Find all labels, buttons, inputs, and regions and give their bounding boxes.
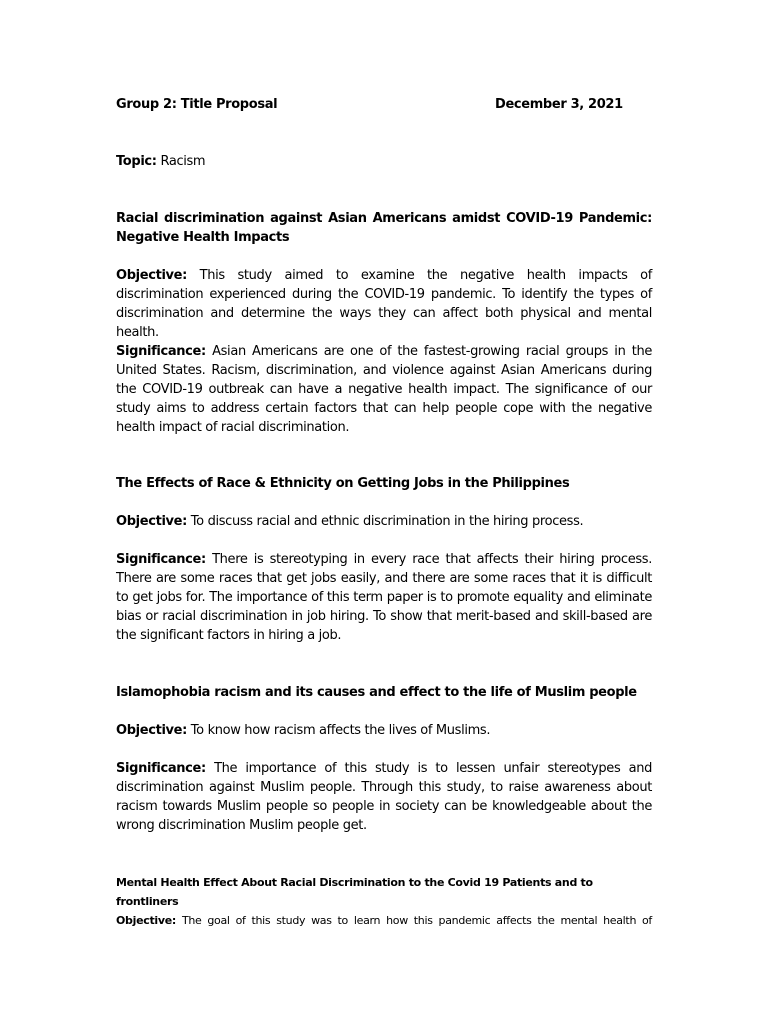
section-title: Mental Health Effect About Racial Discrimination to the Covid 19 Patients and to frontliners bbox=[116, 876, 593, 908]
objective-text: To know how racism affects the lives of Muslims. bbox=[190, 723, 491, 738]
objective-paragraph bbox=[116, 266, 652, 342]
objective-text: To discuss racial and ethnic discrimination in the hiring process. bbox=[190, 514, 584, 529]
proposal-date: December 3, 2021 bbox=[495, 97, 623, 112]
objective-label: Objective: bbox=[116, 914, 177, 927]
objective-label: Objective: bbox=[116, 268, 187, 283]
topic-value: Racism bbox=[160, 154, 206, 169]
objective-label: Objective: bbox=[116, 723, 187, 738]
objective-paragraph bbox=[116, 721, 652, 740]
significance-text: There is stereotyping in every race that affects their hiring process. There are some races that get jobs easily, and there are some races that it is difficult to get jobs for. The importance of this term paper is to promote equality and eliminate bias or racial discrimination in job hiring. To show that merit-based and skill-based are the significant factors in hiring a job. bbox=[116, 552, 652, 643]
topic-label: Topic: bbox=[116, 154, 157, 169]
topic-line bbox=[116, 152, 652, 171]
section-title: Racial discrimination against Asian Americans amidst COVID-19 Pandemic: Negative Health Impacts bbox=[116, 211, 652, 245]
objective-paragraph bbox=[116, 911, 652, 930]
objective-text: The goal of this study was to learn how this pandemic affects the mental health of bbox=[181, 914, 653, 927]
section-title: Islamophobia racism and its causes and effect to the life of Muslim people bbox=[116, 685, 637, 700]
proposal-title: Group 2: Title Proposal bbox=[116, 97, 278, 112]
objective-paragraph bbox=[116, 512, 652, 531]
objective-label: Objective: bbox=[116, 514, 187, 529]
significance-text: The importance of this study is to lessen unfair stereotypes and discrimination against Muslim people. Through this study, to raise awareness about racism towards Muslim people so people in society can be knowledgeable about the wrong discrimination Muslim people get. bbox=[116, 761, 652, 833]
significance-paragraph bbox=[116, 342, 652, 437]
significance-label: Significance: bbox=[116, 552, 206, 567]
significance-label: Significance: bbox=[116, 344, 206, 359]
objective-text: This study aimed to examine the negative health impacts of discrimination experienced during the COVID-19 pandemic. To identify the types of discrimination and determine the ways they can affect both physical and mental health. bbox=[116, 268, 652, 340]
significance-text: Asian Americans are one of the fastest-growing racial groups in the United States. Racism, discrimination, and violence against Asian Americans during the COVID-19 outbreak can have a negative health impact. The significance of our study aims to address certain factors that can help people cope with the negative health impact of racial discrimination. bbox=[116, 344, 652, 435]
significance-paragraph bbox=[116, 550, 652, 645]
significance-paragraph bbox=[116, 759, 652, 835]
section-title: The Effects of Race & Ethnicity on Getting Jobs in the Philippines bbox=[116, 476, 570, 491]
significance-label: Significance: bbox=[116, 761, 206, 776]
